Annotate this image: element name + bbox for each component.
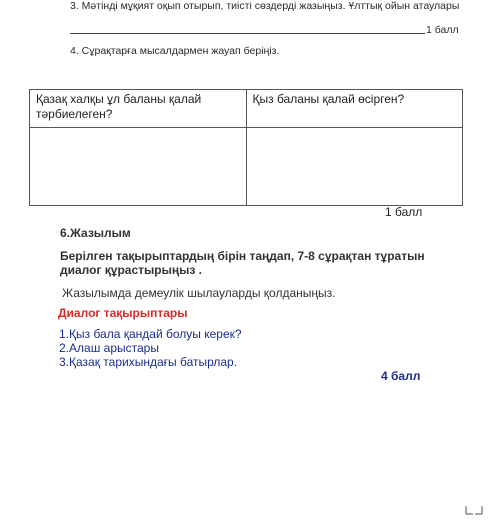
answer-cell-girls[interactable] bbox=[246, 128, 463, 206]
table-answer-row bbox=[30, 128, 463, 206]
section-6-title: 6.Жазылым bbox=[60, 226, 131, 240]
table-header-row bbox=[30, 90, 463, 128]
topics-title: Диалог тақырыптары bbox=[58, 306, 188, 320]
section-6-task: Берілген тақырыптардың бірін таңдап, 7-8 сұрақтан тұратын диалог құрастырыңыз . bbox=[60, 249, 425, 277]
table-header-boys: Қазақ халқы ұл баланы қалай тәрбиелеген? bbox=[30, 90, 247, 128]
section-6-instruction: Жазылымда демеулік шылауларды қолданыңыз. bbox=[62, 286, 336, 300]
question-3-score: 1 балл bbox=[426, 24, 459, 36]
section-6-score: 4 балл bbox=[381, 369, 421, 383]
topic-item: 3.Қазақ тарихындағы батырлар. bbox=[59, 355, 238, 369]
answer-line bbox=[70, 33, 425, 34]
question-3-text: 3. Мәтінді мұқият оқып отырып, тиісті сөздерді жазыңыз. Ұлттық ойын атаулары bbox=[70, 0, 460, 12]
topic-item: 2.Алаш арыстары bbox=[59, 341, 159, 355]
page-corner-icon bbox=[465, 505, 483, 515]
answer-table bbox=[29, 89, 463, 206]
question-4-text: 4. Сұрақтарға мысалдармен жауап беріңіз. bbox=[70, 45, 280, 57]
answer-cell-boys[interactable] bbox=[30, 128, 247, 206]
table-score: 1 балл bbox=[385, 205, 423, 219]
table-header-girls: Қыз баланы қалай өсірген? bbox=[246, 90, 463, 128]
topic-item: 1.Қыз бала қандай болуы керек? bbox=[59, 327, 242, 341]
topics-list bbox=[59, 327, 242, 369]
